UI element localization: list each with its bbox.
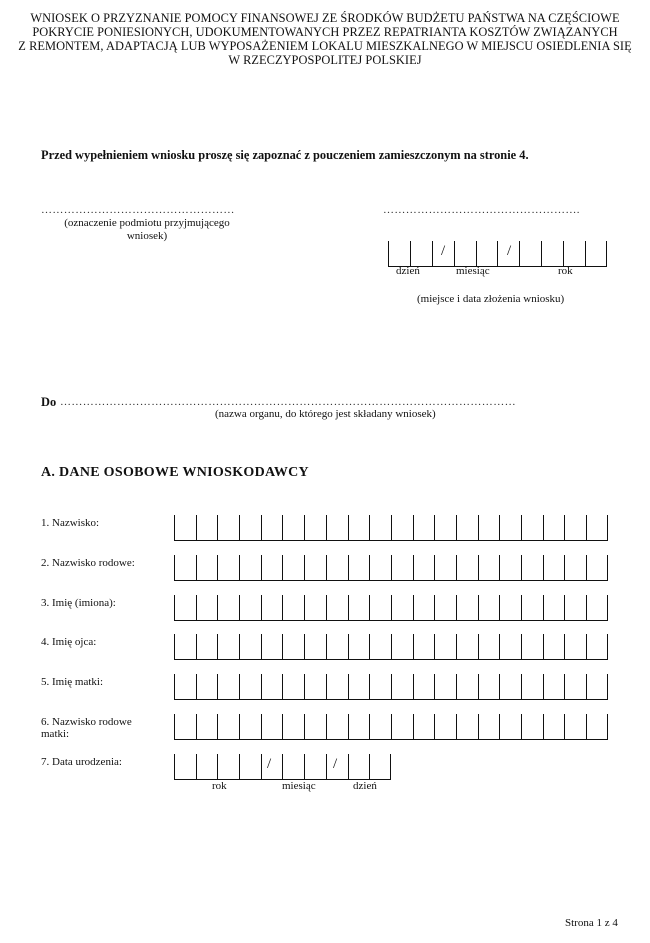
letter-box[interactable] [261, 555, 283, 581]
letter-box[interactable] [196, 714, 218, 740]
letter-box[interactable] [196, 634, 218, 660]
date-digit-box[interactable] [410, 241, 432, 267]
letter-box[interactable] [369, 515, 391, 541]
date-digit-box[interactable] [454, 241, 476, 267]
date-digit-box[interactable] [174, 754, 196, 780]
letter-box[interactable] [369, 555, 391, 581]
place-date-caption: (miejsce i data złożenia wniosku) [417, 293, 565, 305]
letter-box[interactable] [282, 674, 304, 700]
date-separator: / [333, 756, 338, 772]
letter-box[interactable] [413, 555, 435, 581]
letter-box[interactable] [586, 515, 608, 541]
form-title [0, 11, 650, 67]
letter-box[interactable] [434, 634, 456, 660]
title-line: W RZECZYPOSPOLITEJ POLSKIEJ [228, 53, 422, 67]
letter-box[interactable] [543, 555, 565, 581]
caption-line: (oznaczenie podmiotu przyjmującego [64, 217, 230, 229]
letter-box[interactable] [391, 634, 413, 660]
letter-box[interactable] [456, 515, 478, 541]
letter-box[interactable] [369, 634, 391, 660]
letter-box[interactable] [196, 674, 218, 700]
letter-box[interactable] [261, 634, 283, 660]
caption-line: wniosek) [126, 230, 168, 242]
year-label: rok [558, 265, 573, 277]
date-digit-box[interactable] [476, 241, 498, 267]
title-line: POKRYCIE PONIESIONYCH, UDOKUMENTOWANYCH PRZEZ REPATRIANTA KOSZTÓW ZWIĄZANYCH [32, 25, 618, 39]
birth-date-boxes[interactable] [174, 754, 391, 781]
date-digit-box[interactable] [304, 754, 326, 780]
instruction-notice: Przed wypełnieniem wniosku proszę się zapoznać z pouczeniem zamieszczonym na stronie 4. [41, 148, 529, 162]
letter-box[interactable] [239, 595, 261, 621]
letter-box[interactable] [282, 555, 304, 581]
letter-box[interactable] [217, 555, 239, 581]
letter-box[interactable] [586, 674, 608, 700]
date-digit-box[interactable] [585, 241, 607, 267]
date-digit-box[interactable] [519, 241, 541, 267]
letter-box[interactable] [478, 595, 500, 621]
letter-box[interactable] [456, 595, 478, 621]
receiving-entity-caption [41, 217, 253, 243]
letter-box[interactable] [586, 634, 608, 660]
letter-box[interactable] [304, 714, 326, 740]
letter-box[interactable] [326, 555, 348, 581]
letter-box[interactable] [217, 515, 239, 541]
letter-box[interactable] [391, 555, 413, 581]
letter-box[interactable] [282, 714, 304, 740]
family-name-label: 2. Nazwisko rodowe: [41, 557, 135, 569]
letter-box[interactable] [239, 515, 261, 541]
birth-day-label: dzień [353, 780, 377, 792]
letter-box[interactable] [282, 515, 304, 541]
letter-box[interactable] [564, 634, 586, 660]
letter-box[interactable] [456, 634, 478, 660]
letter-box[interactable] [543, 634, 565, 660]
letter-box[interactable] [456, 674, 478, 700]
date-digit-box[interactable] [369, 754, 391, 780]
letter-box[interactable] [564, 714, 586, 740]
addressee-caption: (nazwa organu, do którego jest składany wniosek) [215, 408, 436, 420]
letter-box[interactable] [413, 714, 435, 740]
letter-box[interactable] [434, 515, 456, 541]
date-digit-box[interactable] [563, 241, 585, 267]
letter-box[interactable] [348, 515, 370, 541]
letter-box[interactable] [304, 595, 326, 621]
date-digit-box[interactable] [196, 754, 218, 780]
letter-box[interactable] [196, 595, 218, 621]
date-separator: / [267, 756, 272, 772]
date-digit-box[interactable] [282, 754, 304, 780]
first-names-boxes[interactable] [174, 595, 608, 622]
letter-box[interactable] [564, 515, 586, 541]
date-digit-box[interactable] [261, 754, 283, 780]
letter-box[interactable] [174, 714, 196, 740]
letter-box[interactable] [543, 595, 565, 621]
letter-box[interactable] [499, 515, 521, 541]
label-line: 6. Nazwisko rodowe [41, 716, 132, 728]
letter-box[interactable] [543, 674, 565, 700]
letter-box[interactable] [413, 515, 435, 541]
letter-box[interactable] [174, 595, 196, 621]
letter-box[interactable] [564, 555, 586, 581]
letter-box[interactable] [499, 555, 521, 581]
letter-box[interactable] [217, 634, 239, 660]
letter-box[interactable] [391, 515, 413, 541]
letter-box[interactable] [564, 595, 586, 621]
letter-box[interactable] [499, 674, 521, 700]
letter-box[interactable] [391, 714, 413, 740]
surname-label: 1. Nazwisko: [41, 517, 100, 529]
letter-box[interactable] [217, 714, 239, 740]
date-separator: / [441, 243, 446, 259]
letter-box[interactable] [348, 714, 370, 740]
letter-box[interactable] [239, 634, 261, 660]
letter-box[interactable] [196, 555, 218, 581]
letter-box[interactable] [282, 595, 304, 621]
letter-box[interactable] [478, 634, 500, 660]
date-separator: / [507, 243, 512, 259]
letter-box[interactable] [434, 595, 456, 621]
birth-date-label: 7. Data urodzenia: [41, 756, 122, 768]
letter-box[interactable] [348, 674, 370, 700]
birth-year-label: rok [212, 780, 227, 792]
family-name-boxes[interactable] [174, 555, 608, 582]
letter-box[interactable] [174, 555, 196, 581]
letter-box[interactable] [174, 515, 196, 541]
letter-box[interactable] [261, 595, 283, 621]
letter-box[interactable] [456, 555, 478, 581]
letter-box[interactable] [217, 595, 239, 621]
father-name-label: 4. Imię ojca: [41, 636, 97, 648]
letter-box[interactable] [326, 515, 348, 541]
title-line: WNIOSEK O PRZYZNANIE POMOCY FINANSOWEJ ZE ŚRODKÓW BUDŻETU PAŃSTWA NA CZĘŚCIOWE [30, 11, 620, 25]
addressee-prefix: Do [41, 395, 57, 409]
first-names-label: 3. Imię (imiona): [41, 597, 116, 609]
letter-box[interactable] [434, 714, 456, 740]
mother-name-boxes[interactable] [174, 674, 608, 701]
submission-date-boxes[interactable] [388, 241, 607, 268]
letter-box[interactable] [261, 714, 283, 740]
letter-box[interactable] [521, 595, 543, 621]
letter-box[interactable] [348, 595, 370, 621]
letter-box[interactable] [304, 674, 326, 700]
letter-box[interactable] [478, 674, 500, 700]
father-name-boxes[interactable] [174, 634, 608, 661]
mother-family-name-label [41, 716, 132, 740]
title-line: Z REMONTEM, ADAPTACJĄ LUB WYPOSAŻENIEM LOKALU MIESZKALNEGO W MIEJSCU OSIEDLENIA SIĘ [18, 39, 632, 53]
letter-box[interactable] [239, 714, 261, 740]
page-number: Strona 1 z 4 [565, 917, 618, 929]
birth-month-label: miesiąc [282, 780, 316, 792]
letter-box[interactable] [478, 714, 500, 740]
letter-box[interactable] [543, 515, 565, 541]
letter-box[interactable] [478, 515, 500, 541]
letter-box[interactable] [564, 674, 586, 700]
letter-box[interactable] [434, 555, 456, 581]
letter-box[interactable] [369, 674, 391, 700]
date-digit-box[interactable] [217, 754, 239, 780]
letter-box[interactable] [478, 555, 500, 581]
letter-box[interactable] [196, 515, 218, 541]
letter-box[interactable] [348, 634, 370, 660]
section-title: A. DANE OSOBOWE WNIOSKODAWCY [41, 465, 309, 480]
month-label: miesiąc [456, 265, 490, 277]
letter-box[interactable] [261, 674, 283, 700]
letter-box[interactable] [521, 634, 543, 660]
letter-box[interactable] [499, 714, 521, 740]
letter-box[interactable] [586, 714, 608, 740]
letter-box[interactable] [434, 674, 456, 700]
date-digit-box[interactable] [388, 241, 410, 267]
letter-box[interactable] [348, 555, 370, 581]
letter-box[interactable] [326, 634, 348, 660]
date-digit-box[interactable] [348, 754, 370, 780]
letter-box[interactable] [239, 674, 261, 700]
letter-box[interactable] [239, 555, 261, 581]
mother-name-label: 5. Imię matki: [41, 676, 104, 688]
letter-box[interactable] [261, 515, 283, 541]
letter-box[interactable] [174, 634, 196, 660]
letter-box[interactable] [413, 674, 435, 700]
day-label: dzień [396, 265, 420, 277]
addressee-field[interactable]: ………………………………………………………………………………………………………… [60, 396, 516, 408]
letter-box[interactable] [456, 714, 478, 740]
letter-box[interactable] [521, 555, 543, 581]
letter-box[interactable] [326, 674, 348, 700]
letter-box[interactable] [282, 634, 304, 660]
date-digit-box[interactable] [541, 241, 563, 267]
place-field[interactable]: ……………………………………………. [383, 204, 580, 216]
letter-box[interactable] [521, 674, 543, 700]
letter-box[interactable] [369, 714, 391, 740]
letter-box[interactable] [499, 634, 521, 660]
letter-box[interactable] [413, 634, 435, 660]
letter-box[interactable] [413, 595, 435, 621]
letter-box[interactable] [391, 595, 413, 621]
letter-box[interactable] [217, 674, 239, 700]
letter-box[interactable] [391, 674, 413, 700]
letter-box[interactable] [586, 595, 608, 621]
letter-box[interactable] [521, 714, 543, 740]
label-line: matki: [41, 728, 70, 740]
letter-box[interactable] [304, 634, 326, 660]
letter-box[interactable] [326, 714, 348, 740]
letter-box[interactable] [543, 714, 565, 740]
letter-box[interactable] [369, 595, 391, 621]
letter-box[interactable] [326, 595, 348, 621]
letter-box[interactable] [586, 555, 608, 581]
letter-box[interactable] [304, 515, 326, 541]
mother-family-name-boxes[interactable] [174, 714, 608, 741]
receiving-entity-field[interactable]: …………………………………………… [41, 204, 235, 216]
date-digit-box[interactable] [239, 754, 261, 780]
letter-box[interactable] [174, 674, 196, 700]
letter-box[interactable] [521, 515, 543, 541]
letter-box[interactable] [304, 555, 326, 581]
surname-boxes[interactable] [174, 515, 608, 542]
letter-box[interactable] [499, 595, 521, 621]
